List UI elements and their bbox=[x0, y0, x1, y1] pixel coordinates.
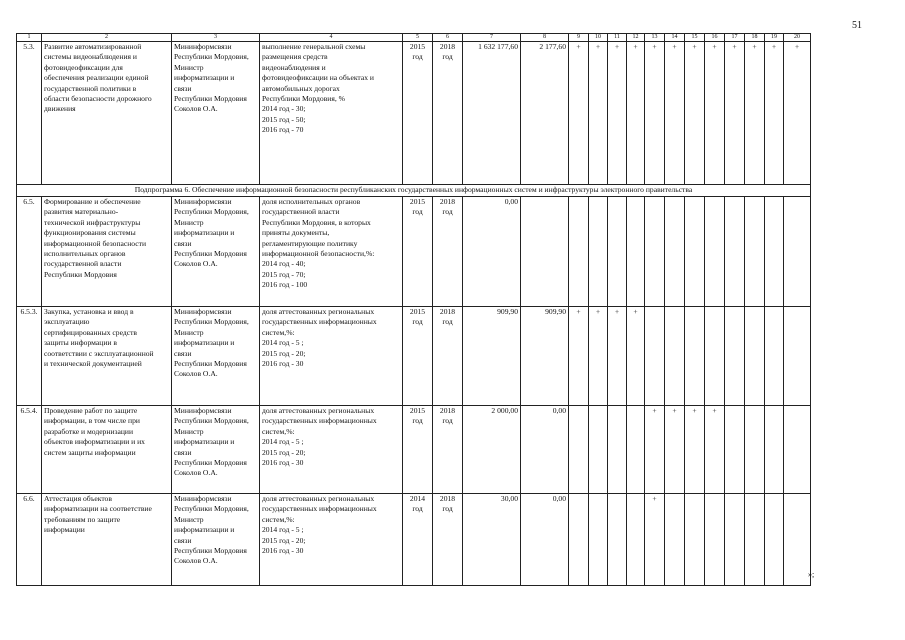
indicator-line: систем,%: bbox=[262, 327, 295, 337]
item-name-line: Формирование и обеспечение bbox=[44, 197, 141, 206]
amount-second: 2 177,60 bbox=[521, 42, 569, 185]
schedule-mark: + bbox=[645, 406, 665, 494]
schedule-mark bbox=[725, 494, 745, 586]
header-row bbox=[17, 34, 811, 42]
item-name-line: государственной власти bbox=[44, 259, 122, 269]
start-year bbox=[403, 494, 433, 586]
executor-line: Республики Мордовия, bbox=[174, 52, 249, 62]
start-year-line: год bbox=[412, 317, 423, 327]
schedule-mark: + bbox=[589, 42, 608, 185]
indicator-line: 2015 год - 20; bbox=[262, 447, 306, 457]
start-year bbox=[403, 406, 433, 494]
start-year-line: 2015 bbox=[409, 406, 426, 415]
executor-line: Мининформсвязи bbox=[174, 406, 232, 415]
executor-line: информатизации и bbox=[174, 525, 235, 535]
indicator-line: 2014 год - 40; bbox=[262, 259, 306, 269]
schedule-mark: + bbox=[589, 307, 608, 406]
executor-line: информатизации и bbox=[174, 437, 235, 447]
item-name-line: Развитие автоматизированной bbox=[44, 42, 142, 51]
schedule-mark bbox=[569, 494, 589, 586]
item-name-line: системы видеонаблюдения и bbox=[44, 52, 137, 62]
end-year-line: 2018 bbox=[439, 494, 456, 503]
executor bbox=[172, 307, 260, 406]
schedule-mark bbox=[685, 197, 705, 307]
start-year-line: год bbox=[412, 207, 423, 217]
column-number: 8 bbox=[521, 34, 569, 42]
item-name bbox=[42, 406, 172, 494]
schedule-mark bbox=[665, 307, 685, 406]
schedule-mark bbox=[665, 494, 685, 586]
indicator-line: Республики Мордовия, в которых bbox=[262, 217, 371, 227]
end-year-line: год bbox=[442, 52, 453, 62]
schedule-mark bbox=[745, 197, 765, 307]
executor-line: связи bbox=[174, 83, 192, 93]
schedule-mark bbox=[608, 197, 627, 307]
schedule-mark: + bbox=[765, 42, 784, 185]
schedule-mark bbox=[705, 494, 725, 586]
executor-line: информатизации и bbox=[174, 73, 235, 83]
executor-line: Республики Мордовия bbox=[174, 359, 247, 369]
indicator-line: государственной власти bbox=[262, 207, 340, 217]
indicator-line: систем,%: bbox=[262, 514, 295, 524]
schedule-mark bbox=[589, 494, 608, 586]
schedule-mark: + bbox=[745, 42, 765, 185]
column-number: 13 bbox=[645, 34, 665, 42]
indicator-line: регламентирующие политику bbox=[262, 238, 358, 248]
end-year bbox=[433, 406, 463, 494]
schedule-mark bbox=[665, 197, 685, 307]
indicator bbox=[260, 494, 403, 586]
indicator-line: доля аттестованных региональных bbox=[262, 406, 375, 415]
column-number: 18 bbox=[745, 34, 765, 42]
executor bbox=[172, 406, 260, 494]
item-number: 6.5. bbox=[17, 197, 42, 307]
indicator-line: приняты документы, bbox=[262, 228, 330, 238]
executor-line: Соколов О.А. bbox=[174, 556, 218, 566]
executor-line: Республики Мордовия bbox=[174, 458, 247, 468]
start-year-line: 2014 bbox=[409, 494, 426, 503]
executor-line: Республики Мордовия, bbox=[174, 207, 249, 217]
schedule-mark bbox=[589, 197, 608, 307]
item-number: 6.5.4. bbox=[17, 406, 42, 494]
column-number: 14 bbox=[665, 34, 685, 42]
schedule-mark: + bbox=[665, 42, 685, 185]
column-number: 10 bbox=[589, 34, 608, 42]
executor-line: Соколов О.А. bbox=[174, 468, 218, 478]
amount-second: 0,00 bbox=[521, 406, 569, 494]
item-name-line: движения bbox=[44, 104, 76, 114]
schedule-mark bbox=[784, 406, 811, 494]
schedule-mark bbox=[784, 307, 811, 406]
item-name bbox=[42, 42, 172, 185]
column-number: 20 bbox=[784, 34, 811, 42]
schedule-mark bbox=[765, 197, 784, 307]
end-year bbox=[433, 494, 463, 586]
schedule-mark bbox=[725, 406, 745, 494]
end-year bbox=[433, 42, 463, 185]
indicator-line: Республики Мордовия, % bbox=[262, 94, 345, 104]
schedule-mark: + bbox=[665, 406, 685, 494]
schedule-mark bbox=[645, 197, 665, 307]
schedule-mark: + bbox=[705, 42, 725, 185]
schedule-mark bbox=[745, 494, 765, 586]
amount-total: 1 632 177,60 bbox=[463, 42, 521, 185]
executor-line: Республики Мордовия bbox=[174, 249, 247, 259]
column-number: 15 bbox=[685, 34, 705, 42]
item-name-line: разработке и модернизации bbox=[44, 426, 134, 436]
indicator-line: фотовидеофиксации на объектах и bbox=[262, 73, 374, 83]
indicator-line: 2016 год - 100 bbox=[262, 280, 308, 290]
table-row bbox=[17, 494, 811, 586]
indicator-line: 2015 год - 20; bbox=[262, 535, 306, 545]
item-name-line: информационной безопасности bbox=[44, 238, 147, 248]
item-name-line: исполнительных органов bbox=[44, 249, 126, 259]
item-name-line: информатизации на соответствие bbox=[44, 504, 152, 514]
schedule-mark: + bbox=[784, 42, 811, 185]
item-name-line: требованиям по защите bbox=[44, 514, 121, 524]
item-name-line: объектов информатизации и их bbox=[44, 437, 145, 447]
indicator-line: информационной безопасности,%: bbox=[262, 249, 375, 259]
item-name-line: информации, в том числе при bbox=[44, 416, 140, 426]
page-number: 51 bbox=[852, 20, 862, 31]
executor-line: связи bbox=[174, 348, 192, 358]
item-name-line: развития материально- bbox=[44, 207, 119, 217]
end-year bbox=[433, 197, 463, 307]
schedule-mark bbox=[745, 406, 765, 494]
executor-line: информатизации и bbox=[174, 338, 235, 348]
indicator-line: 2014 год - 5 ; bbox=[262, 525, 304, 535]
subprogram-title: Подпрограмма 6. Обеспечение информационной безопасности республиканских государственных информационных систем и инфраструктуры электронного правительства bbox=[17, 185, 811, 197]
indicator-line: доля аттестованных региональных bbox=[262, 307, 375, 316]
executor-line: Соколов О.А. bbox=[174, 104, 218, 114]
indicator-line: 2016 год - 30 bbox=[262, 359, 304, 369]
item-name-line: и технической документацией bbox=[44, 359, 142, 369]
end-year bbox=[433, 307, 463, 406]
start-year-line: 2015 bbox=[409, 42, 426, 51]
item-name bbox=[42, 307, 172, 406]
start-year bbox=[403, 307, 433, 406]
item-number: 6.6. bbox=[17, 494, 42, 586]
column-number: 7 bbox=[463, 34, 521, 42]
indicator-line: 2016 год - 30 bbox=[262, 458, 304, 468]
item-name-line: Закупка, установка и ввод в bbox=[44, 307, 134, 316]
indicator-line: видеонаблюдения и bbox=[262, 62, 326, 72]
schedule-mark bbox=[745, 307, 765, 406]
schedule-mark bbox=[784, 197, 811, 307]
column-number: 5 bbox=[403, 34, 433, 42]
executor-line: связи bbox=[174, 535, 192, 545]
end-year-line: год bbox=[442, 504, 453, 514]
item-name-line: государственной политики в bbox=[44, 83, 137, 93]
schedule-mark bbox=[589, 406, 608, 494]
indicator-line: государственных информационных bbox=[262, 317, 377, 327]
item-name-line: фотовидеофиксации для bbox=[44, 62, 123, 72]
end-year-line: год bbox=[442, 416, 453, 426]
indicator-line: размещения средств bbox=[262, 52, 328, 62]
executor-line: Министр bbox=[174, 217, 204, 227]
column-number: 2 bbox=[42, 34, 172, 42]
schedule-mark bbox=[627, 406, 645, 494]
amount-total: 909,90 bbox=[463, 307, 521, 406]
item-name-line: Аттестация объектов bbox=[44, 494, 112, 503]
schedule-mark: + bbox=[569, 42, 589, 185]
indicator bbox=[260, 406, 403, 494]
end-year-line: 2018 bbox=[439, 42, 456, 51]
indicator-line: систем,%: bbox=[262, 426, 295, 436]
amount-second bbox=[521, 197, 569, 307]
executor-line: Мининформсвязи bbox=[174, 197, 232, 206]
executor bbox=[172, 494, 260, 586]
schedule-mark bbox=[725, 307, 745, 406]
column-number: 1 bbox=[17, 34, 42, 42]
item-name-line: систем защиты информации bbox=[44, 447, 136, 457]
schedule-mark bbox=[765, 494, 784, 586]
schedule-mark: + bbox=[645, 42, 665, 185]
amount-second: 0,00 bbox=[521, 494, 569, 586]
executor-line: информатизации и bbox=[174, 228, 235, 238]
executor bbox=[172, 42, 260, 185]
schedule-mark: + bbox=[569, 307, 589, 406]
executor-line: Мининформсвязи bbox=[174, 307, 232, 316]
item-name-line: технической инфраструктуры bbox=[44, 217, 141, 227]
amount-total: 0,00 bbox=[463, 197, 521, 307]
schedule-mark: + bbox=[608, 42, 627, 185]
schedule-mark: + bbox=[685, 42, 705, 185]
column-number: 16 bbox=[705, 34, 725, 42]
executor-line: Соколов О.А. bbox=[174, 369, 218, 379]
end-year-line: 2018 bbox=[439, 406, 456, 415]
item-name-line: обеспечения реализации единой bbox=[44, 73, 149, 83]
item-name-line: функционирования системы bbox=[44, 228, 136, 238]
schedule-mark bbox=[705, 307, 725, 406]
indicator-line: 2014 год - 5 ; bbox=[262, 338, 304, 348]
executor-line: Мининформсвязи bbox=[174, 42, 232, 51]
column-number: 17 bbox=[725, 34, 745, 42]
schedule-mark: + bbox=[627, 42, 645, 185]
amount-second: 909,90 bbox=[521, 307, 569, 406]
start-year bbox=[403, 42, 433, 185]
indicator-line: 2016 год - 30 bbox=[262, 546, 304, 556]
indicator-line: государственных информационных bbox=[262, 416, 377, 426]
executor-line: Министр bbox=[174, 514, 204, 524]
indicator-line: 2015 год - 50; bbox=[262, 114, 306, 124]
executor-line: Министр bbox=[174, 426, 204, 436]
schedule-mark bbox=[645, 307, 665, 406]
end-year-line: год bbox=[442, 317, 453, 327]
table-row bbox=[17, 197, 811, 307]
schedule-mark bbox=[569, 406, 589, 494]
item-name-line: эксплуатацию bbox=[44, 317, 90, 327]
closing-quote-mark: »; bbox=[808, 570, 815, 579]
schedule-mark: + bbox=[725, 42, 745, 185]
item-name-line: Республики Мордовия bbox=[44, 269, 117, 279]
indicator bbox=[260, 42, 403, 185]
schedule-mark bbox=[705, 197, 725, 307]
executor-line: Республики Мордовия bbox=[174, 94, 247, 104]
executor-line: Мининформсвязи bbox=[174, 494, 232, 503]
executor-line: связи bbox=[174, 238, 192, 248]
start-year-line: год bbox=[412, 504, 423, 514]
indicator-line: 2015 год - 70; bbox=[262, 269, 306, 279]
item-name-line: соответствии с эксплуатационной bbox=[44, 348, 154, 358]
schedule-mark: + bbox=[627, 307, 645, 406]
program-table bbox=[16, 33, 811, 586]
indicator-line: 2014 год - 30; bbox=[262, 104, 306, 114]
schedule-mark bbox=[784, 494, 811, 586]
item-name-line: информации bbox=[44, 525, 85, 535]
column-number: 9 bbox=[569, 34, 589, 42]
indicator-line: государственных информационных bbox=[262, 504, 377, 514]
item-number: 6.5.3. bbox=[17, 307, 42, 406]
end-year-line: 2018 bbox=[439, 197, 456, 206]
executor-line: связи bbox=[174, 447, 192, 457]
indicator-line: 2014 год - 5 ; bbox=[262, 437, 304, 447]
indicator bbox=[260, 307, 403, 406]
item-name-line: сертифицированных средств bbox=[44, 327, 137, 337]
schedule-mark bbox=[608, 406, 627, 494]
column-number: 12 bbox=[627, 34, 645, 42]
executor-line: Соколов О.А. bbox=[174, 259, 218, 269]
executor-line: Республики Мордовия bbox=[174, 546, 247, 556]
end-year-line: год bbox=[442, 207, 453, 217]
indicator-line: доля аттестованных региональных bbox=[262, 494, 375, 503]
item-name-line: защиты информации в bbox=[44, 338, 117, 348]
subprogram-row bbox=[17, 185, 811, 197]
start-year-line: год bbox=[412, 52, 423, 62]
item-name-line: Проведение работ по защите bbox=[44, 406, 138, 415]
table-row bbox=[17, 42, 811, 185]
executor-line: Республики Мордовия, bbox=[174, 416, 249, 426]
start-year-line: 2015 bbox=[409, 197, 426, 206]
amount-total: 30,00 bbox=[463, 494, 521, 586]
schedule-mark bbox=[627, 197, 645, 307]
start-year bbox=[403, 197, 433, 307]
executor-line: Министр bbox=[174, 327, 204, 337]
schedule-mark: + bbox=[645, 494, 665, 586]
table-row bbox=[17, 406, 811, 494]
schedule-mark bbox=[627, 494, 645, 586]
column-number: 3 bbox=[172, 34, 260, 42]
amount-total: 2 000,00 bbox=[463, 406, 521, 494]
schedule-mark bbox=[765, 406, 784, 494]
column-number: 4 bbox=[260, 34, 403, 42]
schedule-mark bbox=[765, 307, 784, 406]
table-row bbox=[17, 307, 811, 406]
indicator bbox=[260, 197, 403, 307]
schedule-mark: + bbox=[685, 406, 705, 494]
schedule-mark: + bbox=[705, 406, 725, 494]
start-year-line: 2015 bbox=[409, 307, 426, 316]
item-name bbox=[42, 494, 172, 586]
column-number: 11 bbox=[608, 34, 627, 42]
schedule-mark bbox=[725, 197, 745, 307]
executor-line: Республики Мордовия, bbox=[174, 504, 249, 514]
indicator-line: выполнение генеральной схемы bbox=[262, 42, 366, 51]
executor bbox=[172, 197, 260, 307]
item-name bbox=[42, 197, 172, 307]
schedule-mark bbox=[685, 494, 705, 586]
indicator-line: доля исполнительных органов bbox=[262, 197, 361, 206]
schedule-mark bbox=[608, 494, 627, 586]
schedule-mark: + bbox=[608, 307, 627, 406]
schedule-mark bbox=[569, 197, 589, 307]
schedule-mark bbox=[685, 307, 705, 406]
indicator-line: автомобильных дорогах bbox=[262, 83, 340, 93]
end-year-line: 2018 bbox=[439, 307, 456, 316]
indicator-line: 2015 год - 20; bbox=[262, 348, 306, 358]
executor-line: Министр bbox=[174, 62, 204, 72]
column-number: 19 bbox=[765, 34, 784, 42]
table-body bbox=[17, 34, 811, 586]
start-year-line: год bbox=[412, 416, 423, 426]
item-number: 5.3. bbox=[17, 42, 42, 185]
column-number: 6 bbox=[433, 34, 463, 42]
item-name-line: области безопасности дорожного bbox=[44, 94, 152, 104]
executor-line: Республики Мордовия, bbox=[174, 317, 249, 327]
indicator-line: 2016 год - 70 bbox=[262, 125, 304, 135]
